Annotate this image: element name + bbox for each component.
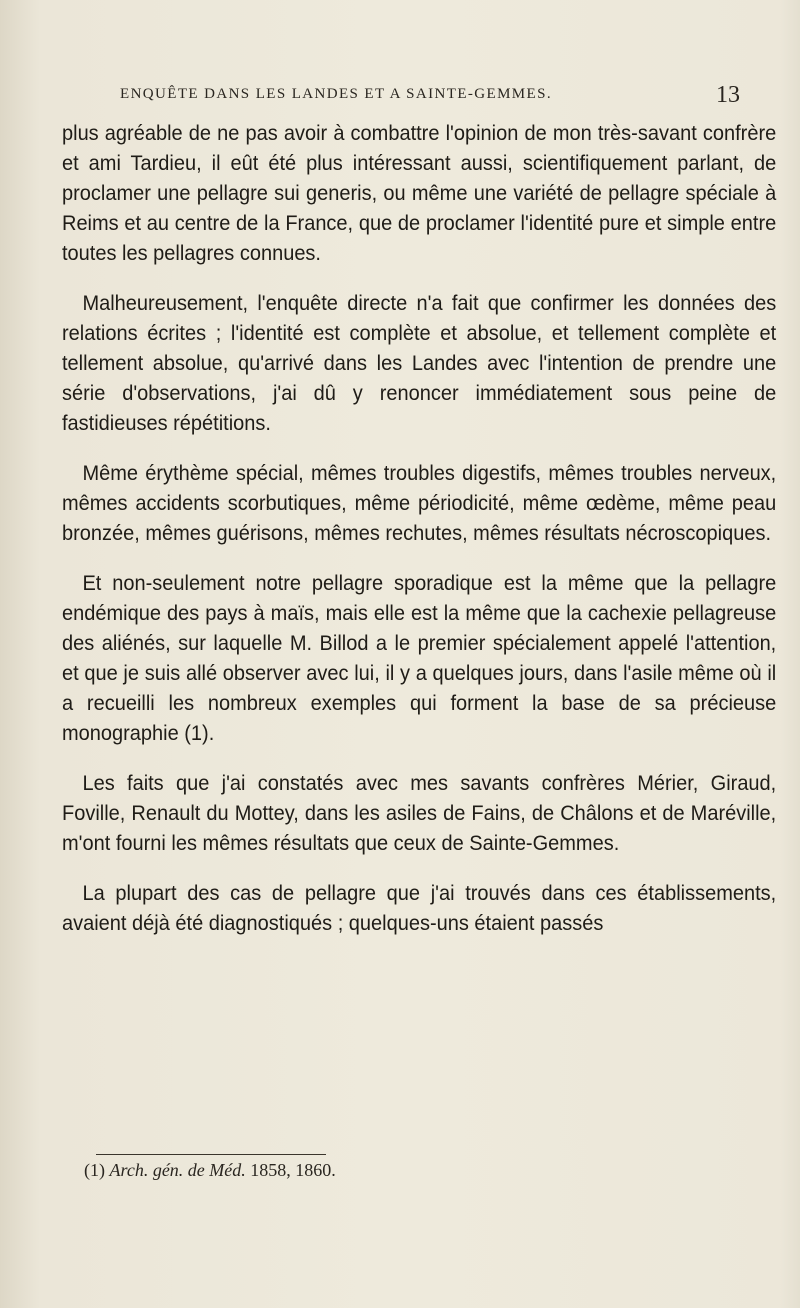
footnote-marker: (1) bbox=[84, 1160, 105, 1180]
page-number: 13 bbox=[716, 82, 740, 108]
paragraph: plus agréable de ne pas avoir à combattre l'opinion de mon très-savant confrère et ami Tardieu, il eût été plus intéressant aussi, scientifiquement parlant, de proclamer une pellagre sui generis, ou même une variété de pellagre spéciale à Reims et au centre de la France, que de proclamer l'identité pure et simple entre toutes les pellagres connues. bbox=[62, 121, 777, 265]
paragraph: La plupart des cas de pellagre que j'ai trouvés dans ces établissements, avaient déjà été diagnostiqués ; quelques-uns étaient passés bbox=[62, 881, 777, 935]
paragraph: Même érythème spécial, mêmes troubles digestifs, mêmes troubles nerveux, mêmes accidents scorbutiques, même périodicité, même œdème, même peau bronzée, mêmes guérisons, mêmes rechutes, mêmes résultats nécroscopiques. bbox=[62, 461, 777, 545]
footnote-rule bbox=[96, 1154, 326, 1155]
footnote-source: Arch. gén. de Méd. bbox=[109, 1160, 246, 1180]
body-text bbox=[62, 118, 776, 958]
footnote bbox=[84, 1160, 336, 1181]
paragraph: Et non-seulement notre pellagre sporadique est la même que la pellagre endémique des pays à maïs, mais elle est la même que la cachexie pellagreuse des aliénés, sur laquelle M. Billod a le premier spécialement appelé l'attention, et que je suis allé observer avec lui, il y a quelques jours, dans l'asile même où il a recueilli les nombreux exemples qui forment la base de sa précieuse monographie (1). bbox=[62, 571, 777, 745]
running-head bbox=[120, 82, 740, 108]
footnote-years: 1858, 1860. bbox=[250, 1160, 336, 1180]
running-title: ENQUÊTE DANS LES LANDES ET A SAINTE-GEMMES. bbox=[120, 86, 552, 102]
paragraph: Les faits que j'ai constatés avec mes savants confrères Mérier, Giraud, Foville, Renault du Mottey, dans les asiles de Fains, de Châlons et de Maréville, m'ont fourni les mêmes résultats que ceux de Sainte-Gemmes. bbox=[62, 771, 777, 855]
paragraph: Malheureusement, l'enquête directe n'a fait que confirmer les données des relations écrites ; l'identité est complète et absolue, et tellement complète et tellement absolue, qu'arrivé dans les Landes avec l'intention de prendre une série d'observations, j'ai dû y renoncer immédiatement sous peine de fastidieuses répétitions. bbox=[62, 291, 777, 435]
